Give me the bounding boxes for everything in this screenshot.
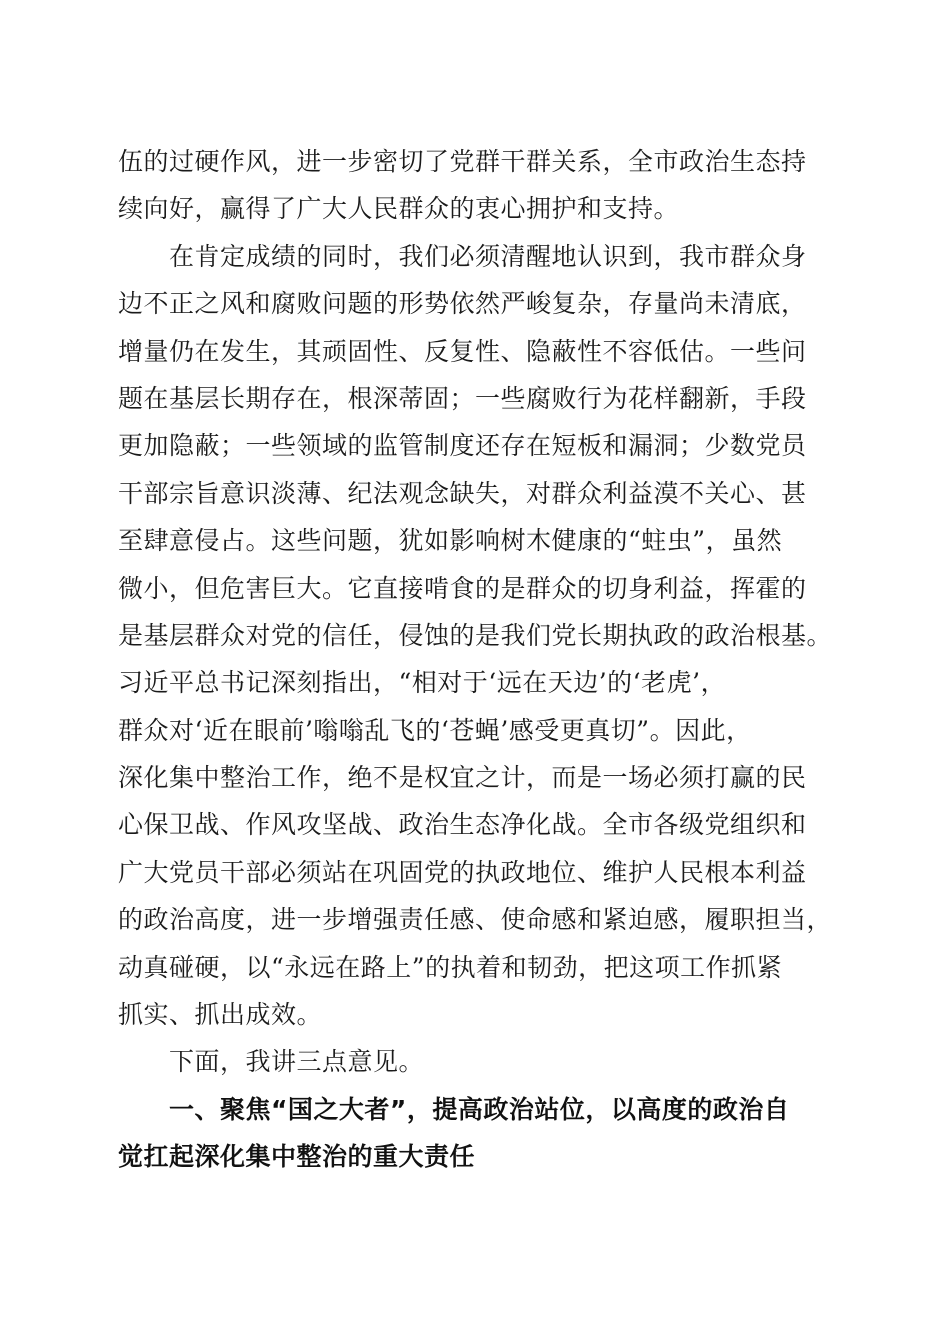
text-line: 动真碰硬，以“永远在路上”的执着和韧劲，把这项工作抓紧	[118, 952, 783, 982]
section-heading-line: 一、聚焦“国之大者”，提高政治站位，以高度的政治自	[118, 1094, 790, 1124]
text-line: 更加隐蔽；一些领域的监管制度还存在短板和漏洞；少数党员	[118, 431, 807, 461]
document-body	[118, 138, 838, 1181]
text-line: 广大党员干部必须站在巩固党的执政地位、维护人民根本利益	[118, 857, 807, 887]
text-line: 题在基层长期存在，根深蒂固；一些腐败行为花样翻新，手段	[118, 383, 807, 413]
text-line: 微小，但危害巨大。它直接啃食的是群众的切身利益，挥霍的	[118, 573, 807, 603]
text-line: 下面，我讲三点意见。	[118, 1047, 425, 1077]
text-line: 边不正之风和腐败问题的形势依然严峻复杂，存量尚未清底，	[118, 289, 807, 319]
text-line: 干部宗旨意识淡薄、纪法观念缺失，对群众利益漠不关心、甚	[118, 478, 807, 508]
text-line: 群众对‘近在眼前’嗡嗡乱飞的‘苍蝇’感受更真切”。因此，	[118, 715, 752, 745]
text-line: 深化集中整治工作，绝不是权宜之计，而是一场必须打赢的民	[118, 763, 807, 793]
text-line: 伍的过硬作风，进一步密切了党群干群关系，全市政治生态持	[118, 147, 807, 176]
text-line: 抓实、抓出成效。	[118, 1000, 323, 1030]
text-line: 的政治高度，进一步增强责任感、使命感和紧迫感，履职担当，	[118, 905, 833, 935]
text-line: 至肆意侵占。这些问题，犹如影响树木健康的“蛀虫”，虽然	[118, 526, 783, 556]
text-line: 续向好，赢得了广大人民群众的衷心拥护和支持。	[118, 194, 680, 224]
section-heading-line: 觉扛起深化集中整治的重大责任	[118, 1142, 476, 1172]
text-line: 习近平总书记深刻指出，“相对于‘远在天边’的‘老虎’，	[118, 668, 727, 698]
text-line: 心保卫战、作风攻坚战、政治生态净化战。全市各级党组织和	[118, 810, 807, 840]
text-line: 是基层群众对党的信任，侵蚀的是我们党长期执政的政治根基。	[118, 620, 833, 650]
text-line: 在肯定成绩的同时，我们必须清醒地认识到，我市群众身	[118, 241, 807, 271]
text-line: 增量仍在发生，其顽固性、反复性、隐蔽性不容低估。一些问	[118, 336, 807, 366]
